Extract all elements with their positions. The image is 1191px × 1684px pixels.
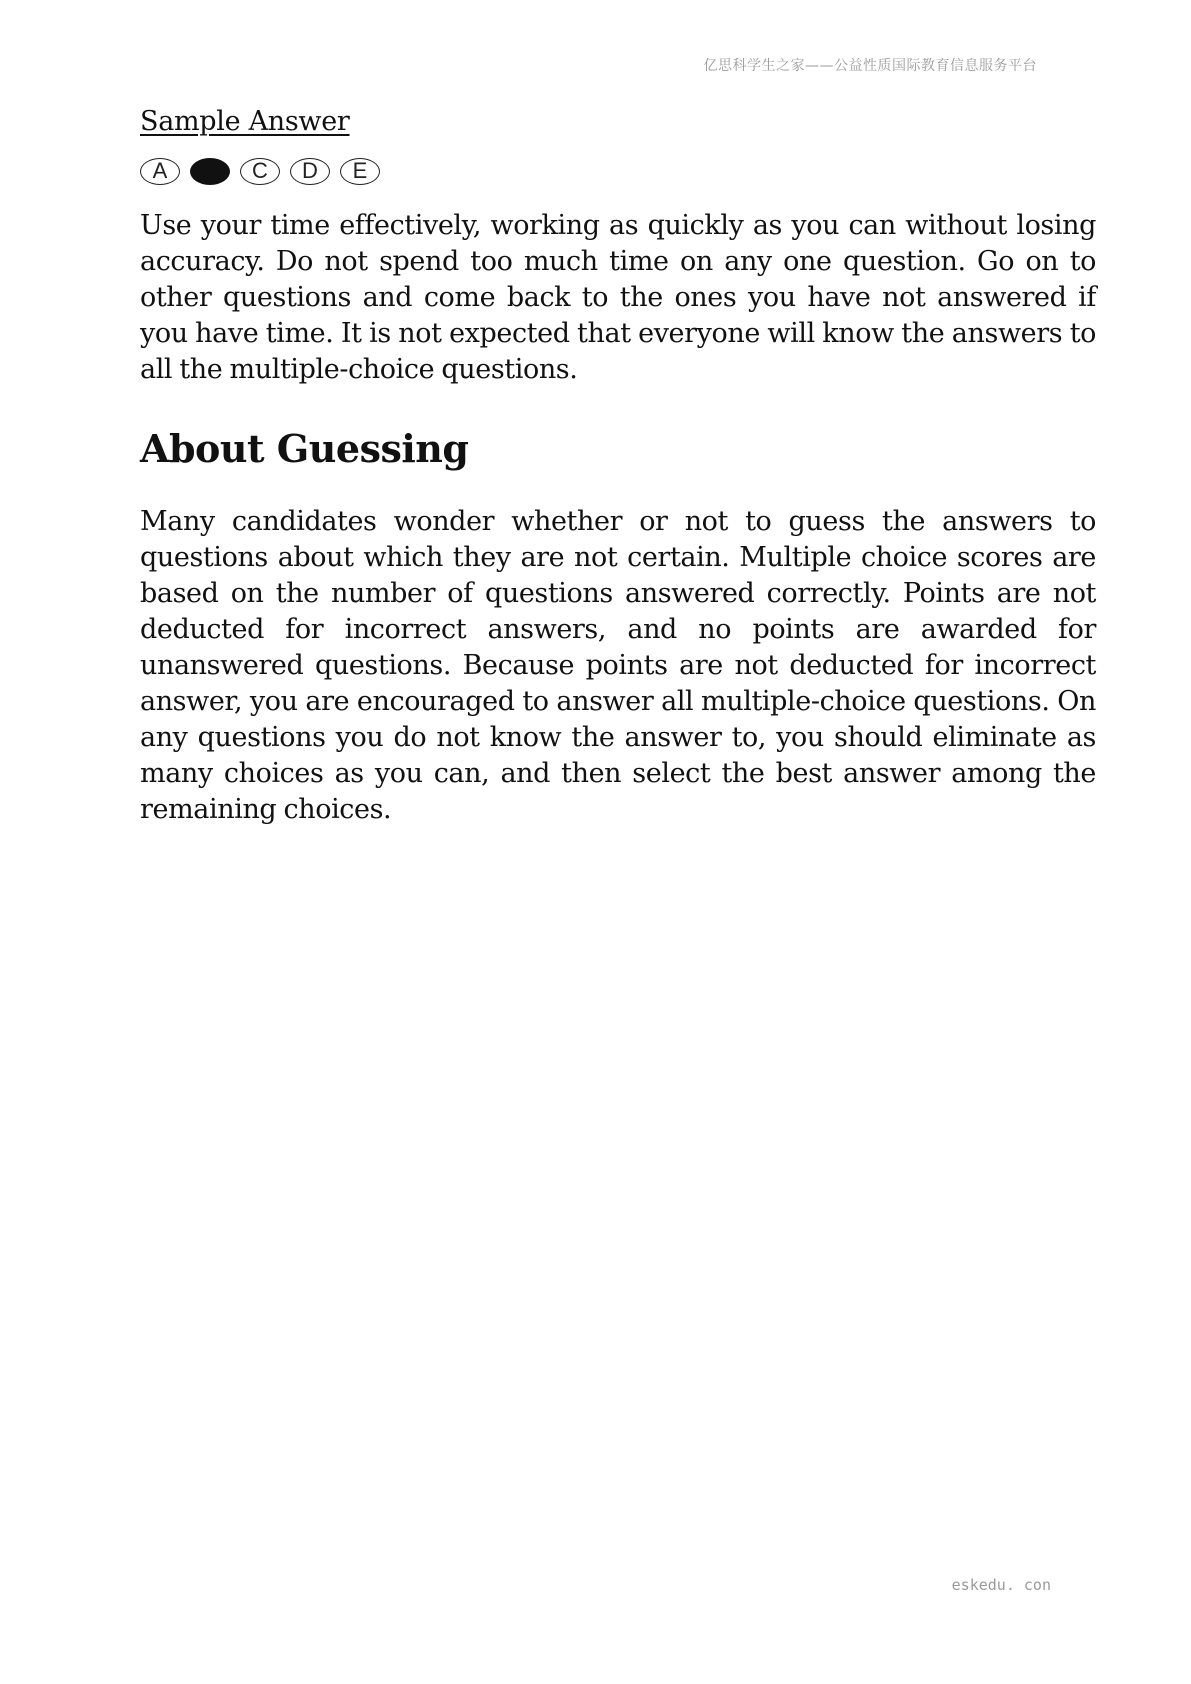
header-watermark: 亿思科学生之家——公益性质国际教育信息服务平台 [703,58,1037,74]
sample-answer-label: Sample Answer [140,106,350,137]
section-heading-guessing: About Guessing [140,426,469,472]
page-content [140,104,1096,828]
bubble-a: A [140,158,180,185]
instructions-paragraph: Use your time effectively, working as quickly as you can without losing accuracy. Do not spend too much time on any one question. Go on to other questions and come back to the ones you have not answered if you have time. It is not expected that everyone will know the answers to all the multiple-choice questions. [140,210,1096,386]
footer-site: eskedu. con [951,1576,1051,1594]
bubble-b-filled [190,158,230,185]
answer-bubbles [140,154,1096,188]
bubble-e: E [340,158,380,185]
bubble-c: C [240,158,280,185]
bubble-d: D [290,158,330,185]
guessing-paragraph: Many candidates wonder whether or not to guess the answers to questions about which they are not certain. Multiple choice scores are based on the number of questions answered correctly. Points are not deducted for incorrect answers, and no points are awarded for unanswered questions. Because points are not deducted for incorrect answer, you are encouraged to answer all multiple-choice questions. On any questions you do not know the answer to, you should eliminate as many choices as you can, and then select the best answer among the remaining choices. [140,505,1096,825]
